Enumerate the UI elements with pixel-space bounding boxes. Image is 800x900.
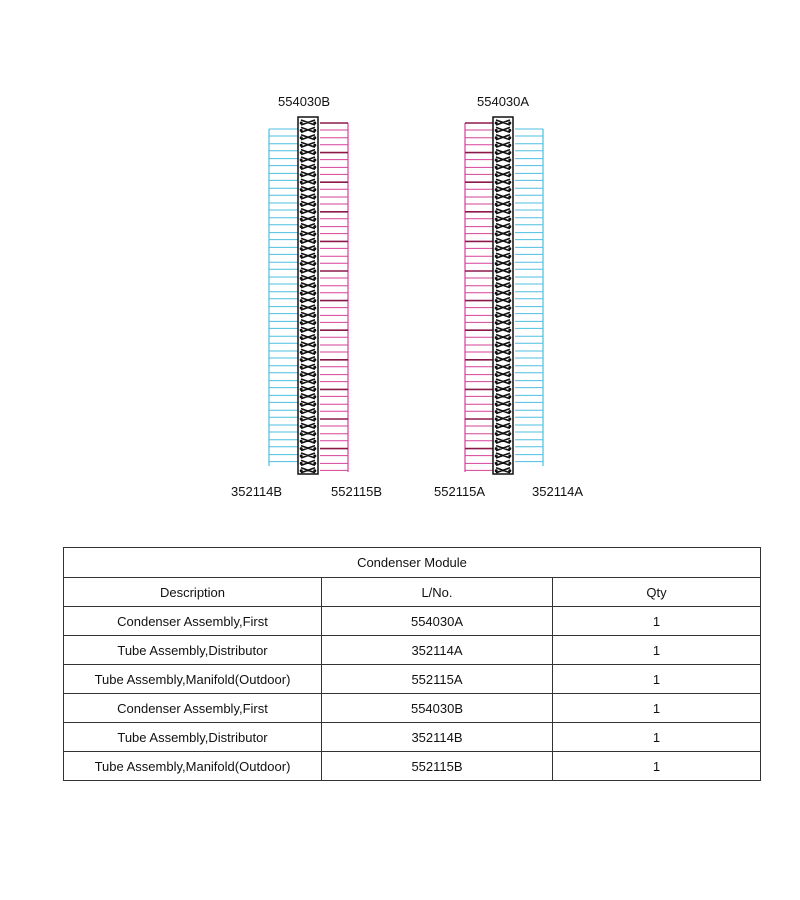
coil-port-dot [313,381,316,384]
coil-port-dot [300,344,303,347]
label-352114B: 352114B [231,484,283,499]
coil-port-dot [313,203,316,206]
coil-port-dot [495,181,498,184]
coil-port-dot [313,196,316,199]
coil-port-dot [508,292,511,295]
coil-port-dot [300,388,303,391]
coil-port-dot [300,247,303,250]
coil-port-dot [300,418,303,421]
coil-port-dot [508,284,511,287]
coil-port-dot [313,262,316,265]
coil-port-dot [300,358,303,361]
coil-port-dot [313,425,316,428]
coil-port-dot [300,255,303,258]
coil-port-dot [508,432,511,435]
coil-port-dot [313,159,316,162]
coil-port-dot [495,314,498,317]
coil-port-dot [508,351,511,354]
coil-port-dot [313,240,316,243]
coil-port-dot [300,159,303,162]
table-row [64,723,761,752]
coil-port-dot [508,388,511,391]
coil-port-dot [313,270,316,273]
coil-port-dot [495,292,498,295]
condenser-unit-554030A [465,117,543,474]
coil-port-dot [495,122,498,125]
cell-description: Tube Assembly,Distributor [64,636,322,665]
coil-port-dot [313,358,316,361]
parts-table [63,547,761,781]
coil-port-dot [300,373,303,376]
coil-port-dot [495,440,498,443]
coil-port-dot [313,336,316,339]
coil-port-dot [313,299,316,302]
coil-port-dot [495,159,498,162]
coil-port-dot [508,270,511,273]
coil-port-dot [313,410,316,413]
coil-port-dot [495,366,498,369]
parts-table-container [63,547,760,781]
cell-qty: 1 [553,723,761,752]
coil-port-dot [313,129,316,132]
coil-port-dot [300,240,303,243]
coil-port-dot [300,166,303,169]
coil-port-dot [495,270,498,273]
coil-port-dot [300,425,303,428]
coil-port-dot [508,136,511,139]
coil-port-dot [313,432,316,435]
table-title: Condenser Module [64,548,761,578]
cell-qty: 1 [553,694,761,723]
coil-port-dot [300,203,303,206]
coil-port-dot [508,455,511,458]
label-552115A: 552115A [434,484,486,499]
coil-port-dot [495,410,498,413]
coil-port-dot [313,388,316,391]
coil-port-dot [495,129,498,132]
coil-port-dot [508,255,511,258]
coil-port-dot [300,144,303,147]
coil-port-dot [313,351,316,354]
cell-description: Tube Assembly,Distributor [64,723,322,752]
cell-qty: 1 [553,665,761,694]
coil-port-dot [495,188,498,191]
coil-port-dot [313,329,316,332]
coil-port-dot [495,225,498,228]
coil-port-dot [508,188,511,191]
coil-port-dot [300,440,303,443]
table-title-row [64,548,761,578]
coil-port-dot [495,336,498,339]
coil-port-dot [495,425,498,428]
coil-port-dot [300,366,303,369]
coil-port-dot [495,403,498,406]
cell-lno: 554030B [322,694,553,723]
coil-port-dot [300,136,303,139]
coil-port-dot [508,196,511,199]
coil-port-dot [313,418,316,421]
coil-port-dot [508,173,511,176]
coil-port-dot [313,373,316,376]
coil-port-dot [508,418,511,421]
coil-port-dot [313,166,316,169]
cell-description: Condenser Assembly,First [64,607,322,636]
coil-port-dot [313,447,316,450]
table-header-row [64,578,761,607]
coil-port-dot [313,344,316,347]
cell-description: Tube Assembly,Manifold(Outdoor) [64,752,322,781]
coil-port-dot [313,233,316,236]
coil-port-dot [495,233,498,236]
coil-port-dot [300,129,303,132]
coil-port-dot [495,240,498,243]
coil-port-dot [495,277,498,280]
coil-port-dot [300,321,303,324]
coil-port-dot [508,299,511,302]
table-row [64,665,761,694]
coil-port-dot [300,181,303,184]
coil-port-dot [495,307,498,310]
coil-port-dot [508,314,511,317]
coil-port-dot [313,144,316,147]
coil-port-dot [508,469,511,472]
coil-port-dot [495,136,498,139]
coil-port-dot [495,351,498,354]
cell-lno: 552115A [322,665,553,694]
coil-port-dot [313,210,316,213]
cell-qty: 1 [553,607,761,636]
table-row [64,636,761,665]
coil-port-dot [508,210,511,213]
cell-description: Tube Assembly,Manifold(Outdoor) [64,665,322,694]
coil-port-dot [508,218,511,221]
coil-port-dot [508,344,511,347]
label-554030B: 554030B [278,94,331,109]
coil-port-dot [313,366,316,369]
coil-port-dot [508,247,511,250]
coil-port-dot [495,299,498,302]
coil-port-dot [300,270,303,273]
coil-port-dot [300,262,303,265]
coil-port-dot [313,284,316,287]
coil-port-dot [495,321,498,324]
coil-port-dot [508,373,511,376]
coil-port-dot [300,284,303,287]
cell-lno: 352114A [322,636,553,665]
coil-port-dot [508,277,511,280]
coil-port-dot [495,329,498,332]
coil-port-dot [508,151,511,154]
coil-port-dot [313,440,316,443]
coil-port-dot [495,210,498,213]
coil-port-dot [313,455,316,458]
coil-port-dot [495,218,498,221]
condenser-unit-554030B [269,117,348,474]
coil-port-dot [508,329,511,332]
label-552115B: 552115B [331,484,383,499]
coil-port-dot [495,247,498,250]
coil-port-dot [508,395,511,398]
coil-port-dot [508,203,511,206]
coil-port-dot [313,292,316,295]
cell-lno: 552115B [322,752,553,781]
coil-port-dot [508,307,511,310]
coil-port-dot [313,136,316,139]
label-554030A: 554030A [477,94,530,109]
coil-port-dot [300,173,303,176]
coil-port-dot [300,225,303,228]
table-row [64,694,761,723]
coil-port-dot [300,469,303,472]
coil-port-dot [495,469,498,472]
coil-port-dot [300,210,303,213]
coil-port-dot [300,122,303,125]
coil-port-dot [495,196,498,199]
coil-port-dot [300,277,303,280]
coil-port-dot [313,307,316,310]
coil-port-dot [508,144,511,147]
coil-port-dot [508,240,511,243]
cell-description: Condenser Assembly,First [64,694,322,723]
coil-port-dot [313,255,316,258]
coil-port-dot [313,314,316,317]
coil-port-dot [300,395,303,398]
coil-port-dot [300,381,303,384]
coil-port-dot [300,462,303,465]
coil-port-dot [495,373,498,376]
coil-port-dot [313,173,316,176]
coil-port-dot [508,425,511,428]
coil-port-dot [495,255,498,258]
coil-port-dot [508,122,511,125]
coil-port-dot [508,447,511,450]
coil-port-dot [300,196,303,199]
coil-port-dot [495,166,498,169]
coil-port-dot [313,188,316,191]
coil-port-dot [300,299,303,302]
coil-port-dot [313,277,316,280]
coil-port-dot [495,262,498,265]
coil-port-dot [313,122,316,125]
coil-port-dot [300,447,303,450]
coil-port-dot [300,314,303,317]
coil-port-dot [495,173,498,176]
coil-port-dot [508,166,511,169]
coil-port-dot [313,403,316,406]
coil-port-dot [495,358,498,361]
coil-port-dot [300,292,303,295]
coil-port-dot [313,151,316,154]
coil-port-dot [495,284,498,287]
coil-port-dot [300,151,303,154]
coil-port-dot [300,188,303,191]
header-description: Description [64,578,322,607]
coil-port-dot [313,247,316,250]
coil-port-dot [495,395,498,398]
coil-port-dot [300,455,303,458]
coil-port-dot [313,462,316,465]
coil-port-dot [508,462,511,465]
coil-port-dot [495,462,498,465]
header-lno: L/No. [322,578,553,607]
coil-port-dot [495,144,498,147]
coil-port-dot [508,403,511,406]
coil-port-dot [300,218,303,221]
coil-port-dot [313,469,316,472]
coil-port-dot [495,344,498,347]
coil-port-dot [508,381,511,384]
coil-port-dot [508,262,511,265]
table-row [64,607,761,636]
coil-port-dot [495,388,498,391]
cell-qty: 1 [553,752,761,781]
coil-port-dot [300,233,303,236]
coil-port-dot [508,366,511,369]
coil-port-dot [313,181,316,184]
coil-port-dot [495,455,498,458]
coil-port-dot [508,440,511,443]
coil-port-dot [300,307,303,310]
coil-port-dot [495,203,498,206]
coil-port-dot [300,410,303,413]
coil-port-dot [508,129,511,132]
coil-port-dot [508,358,511,361]
coil-port-dot [495,151,498,154]
coil-port-dot [508,159,511,162]
coil-port-dot [495,432,498,435]
cell-lno: 352114B [322,723,553,752]
coil-port-dot [508,410,511,413]
coil-port-dot [300,403,303,406]
header-qty: Qty [553,578,761,607]
label-352114A: 352114A [532,484,584,499]
coil-port-dot [495,447,498,450]
coil-port-dot [508,225,511,228]
coil-port-dot [313,218,316,221]
cell-lno: 554030A [322,607,553,636]
coil-port-dot [300,432,303,435]
table-row [64,752,761,781]
coil-port-dot [313,395,316,398]
coil-port-dot [300,351,303,354]
coil-port-dot [508,233,511,236]
coil-port-dot [495,418,498,421]
coil-port-dot [508,336,511,339]
coil-port-dot [508,321,511,324]
coil-port-dot [508,181,511,184]
coil-port-dot [495,381,498,384]
cell-qty: 1 [553,636,761,665]
coil-port-dot [313,225,316,228]
coil-port-dot [300,336,303,339]
coil-port-dot [313,321,316,324]
coil-port-dot [300,329,303,332]
